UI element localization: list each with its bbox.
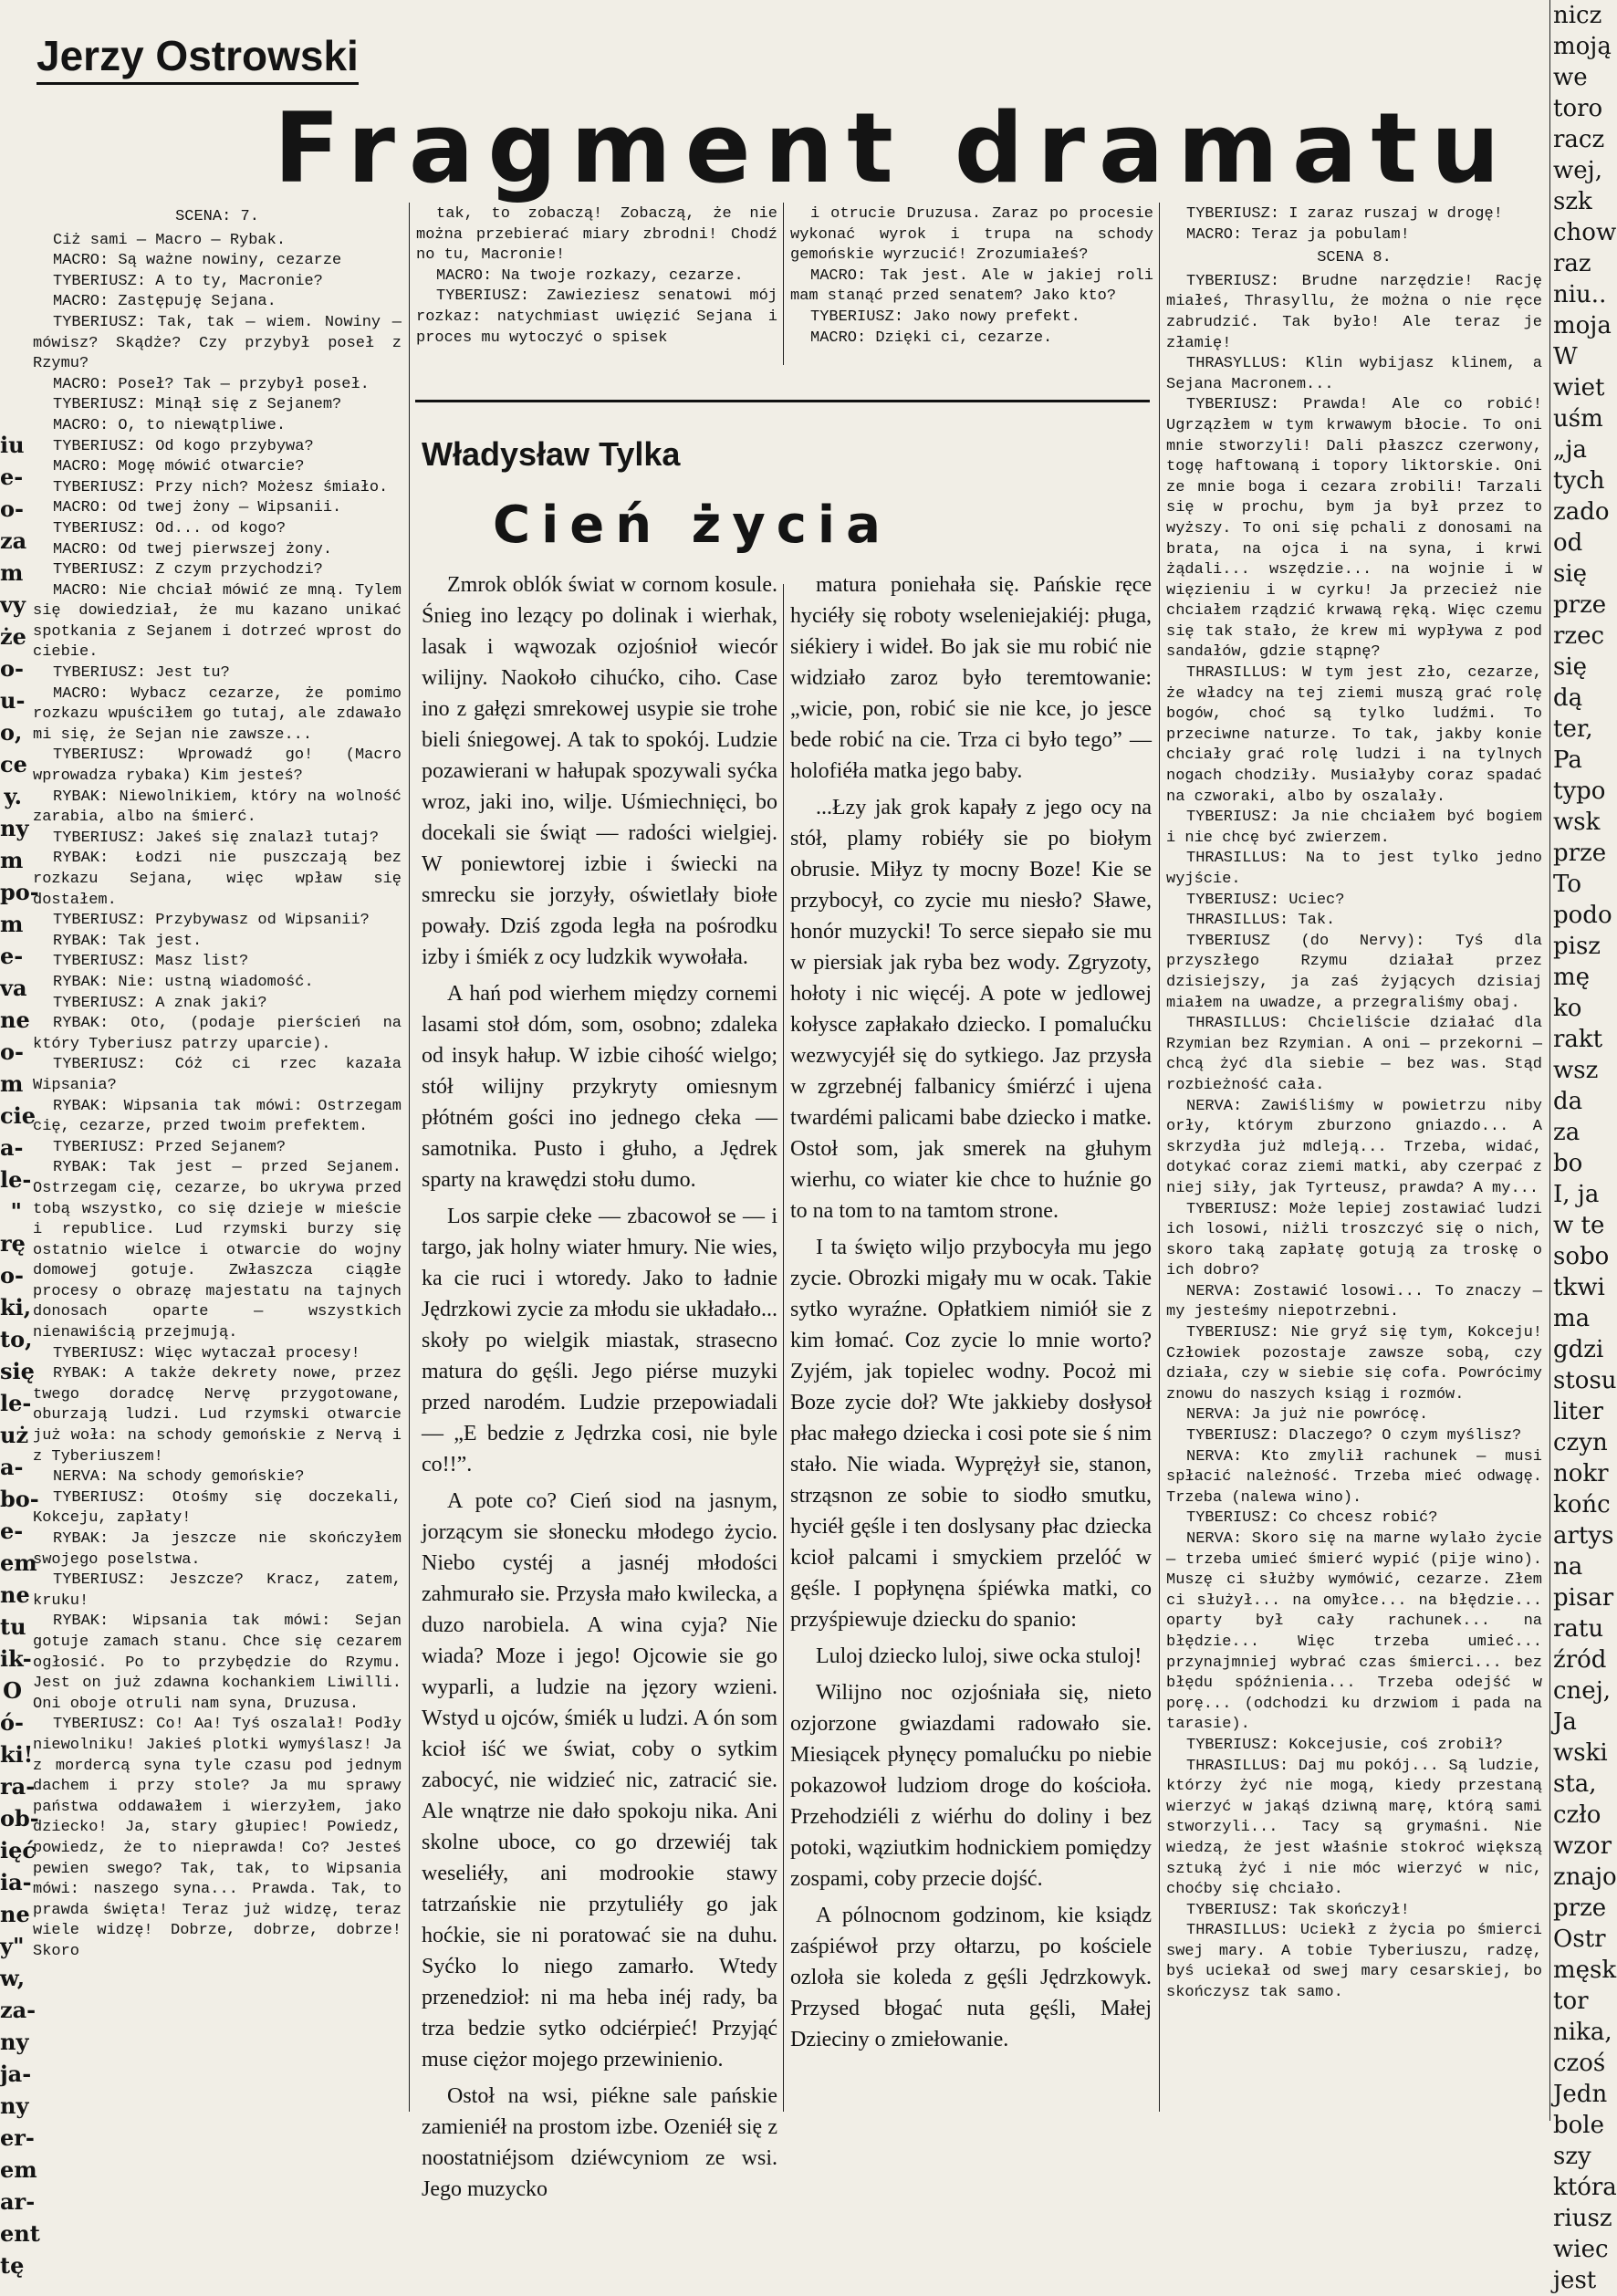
margin-fragment: bo-	[0, 1486, 39, 1512]
margin-fragment: e-	[0, 464, 24, 490]
margin-fragment: wej,	[1553, 157, 1602, 184]
dialogue-line: tak, to zobaczą! Zobaczą, że nie można przebierać miary zbrodni! Chodź no tu, Macronie!	[416, 205, 777, 265]
dialogue-line: TYBERIUSZ: I zaraz ruszaj w drogę!	[1186, 205, 1503, 223]
margin-fragment: się	[1553, 653, 1588, 681]
dialogue-line: MACRO: O, to niewątpliwe.	[53, 416, 287, 434]
margin-fragment: ięć	[0, 1837, 36, 1863]
margin-fragment: gdzi	[1553, 1336, 1604, 1363]
margin-fragment: chow	[1553, 219, 1617, 246]
margin-fragment: wsz	[1553, 1057, 1599, 1084]
drama-column-2	[416, 204, 777, 369]
margin-fragment: iu	[0, 432, 25, 458]
margin-fragment: racz	[1553, 126, 1605, 153]
margin-fragment: e-	[0, 943, 24, 969]
margin-fragment: m	[0, 559, 24, 586]
margin-fragment: m	[0, 847, 24, 873]
margin-fragment: za	[0, 527, 27, 554]
margin-fragment: le-	[0, 1390, 32, 1416]
drama-column-4	[1166, 204, 1542, 2116]
margin-fragment: nicz	[1553, 2, 1602, 29]
margin-fragment: o-	[0, 655, 24, 682]
dialogue-line: RYBAK: Ja jeszcze nie skończyłem swojego poselstwa.	[33, 1530, 402, 1569]
margin-fragment: we	[1553, 64, 1588, 91]
story-paragraph: A pólnocnom godzinom, kie ksiądz zaśpiéwoł przy ołtarzu, po kościele ozloła sie koleda z gęśli Jędrzkowyk. Przysed błogać nuta gęśli, Małej Dzieciny o zmiełowanie.	[790, 1904, 1152, 2051]
margin-fragment: rę	[0, 1230, 26, 1257]
margin-fragment: artys	[1553, 1522, 1614, 1550]
dialogue-line: MACRO: Tak jest. Ale w jakiej roli mam stanąć przed senatem? Jako kto?	[790, 266, 1153, 306]
drama-title: Fragment dramatu	[274, 92, 1514, 204]
margin-fragment: typo	[1553, 778, 1606, 805]
margin-fragment: er-	[0, 2124, 35, 2151]
dialogue-line: TYBERIUSZ: Od kogo przybywa?	[53, 437, 314, 455]
margin-fragment: rzec	[1553, 622, 1605, 650]
margin-fragment: ne	[0, 1007, 30, 1033]
dialogue-line: THRASILLUS: Chcieliście działać dla Rzymian bez Rzymian. A oni — przekorni — chcą żyć dla siebie — bez was. Stąd rozbieżność cała.	[1166, 1015, 1542, 1094]
margin-fragment: pisz	[1553, 933, 1601, 960]
margin-fragment: wzor	[1553, 1832, 1612, 1860]
dialogue-line: THRASILLUS: Daj mu pokój... Są ludzie, którzy żyć nie mogą, kiedy przestaną wierzyć w jakąś dziwną marę, którą sami stworzyli... Tacy są grymaśni. Nie wiedzą, że jest właśnie stokroć większą sztuką żyć i nie móc wierzyć w nic, choćby się chciało.	[1166, 1757, 1542, 1899]
margin-fragment: I, ja	[1553, 1181, 1600, 1208]
dialogue-line: NERVA: Zawiśliśmy w powietrzu niby orły, którym zburzono gniazdo... A skrzydła już mdleją... Trzeba, widać, dotykać coraz ziemi matki, aby czerpać z niej siły, jak Tyrteusz, prawda? A my...	[1166, 1097, 1542, 1197]
margin-fragment: sobo	[1553, 1243, 1610, 1270]
margin-fragment: tor	[1553, 1988, 1589, 2015]
margin-fragment: em	[0, 2156, 37, 2183]
margin-fragment: ter,	[1553, 715, 1593, 743]
margin-fragment: wsk	[1553, 809, 1601, 836]
dialogue-line: MACRO: Wybacz cezarze, że pomimo rozkazu wpuściłem go tutaj, ale zdawało mi się, że Sejan nie zawsze...	[33, 684, 402, 744]
margin-fragment: W	[1553, 343, 1578, 370]
margin-fragment: liter	[1553, 1398, 1603, 1425]
dialogue-line: RYBAK: Łodzi nie puszczają bez rozkazu Sejana, więc wpław się dostałem.	[33, 850, 402, 909]
dialogue-line: TYBERIUSZ: Ja nie chciałem być bogiem i nie chcę być zwierzem.	[1166, 809, 1542, 847]
story-author: Władysław Tylka	[422, 435, 681, 473]
margin-fragment: ny	[0, 2092, 29, 2119]
margin-fragment: To	[1553, 871, 1581, 898]
dialogue-line: RYBAK: Nie: ustną wiadomość.	[53, 973, 314, 991]
margin-fragment: "	[10, 1198, 22, 1225]
dialogue-line: TYBERIUSZ: Może lepiej zostawiać ludzi ich losowi, niżli troszczyć się o nich, skoro taką zapłatę gotują za troskę o ich dobro?	[1166, 1200, 1542, 1280]
dialogue-line: TYBERIUSZ: Uciec?	[1186, 891, 1345, 909]
margin-fragment: końc	[1553, 1491, 1611, 1518]
margin-fragment: cie	[0, 1102, 36, 1129]
column-rule-2	[783, 203, 784, 365]
dialogue-line: MACRO: Poseł? Tak — przybył poseł.	[53, 375, 370, 393]
dialogue-line: RYBAK: Wipsania tak mówi: Sejan gotuje zamach stanu. Chce się cezarem ogłosić. Po to przybędzie do Rzymu. Jest on już zdawna kochankiem Liwilli. Oni oboje otruli nam syna, Druzusa.	[33, 1612, 402, 1713]
margin-fragment: moją	[1553, 33, 1612, 60]
margin-fragment: wiet	[1553, 374, 1605, 402]
dialogue-line: MACRO: Od twej żony — Wipsanii.	[53, 499, 342, 517]
margin-fragment: y.	[4, 783, 22, 809]
margin-fragment: va	[0, 975, 27, 1001]
margin-fragment: pisar	[1553, 1584, 1614, 1612]
margin-fragment: cnej,	[1553, 1677, 1612, 1705]
dialogue-line: THRASILLUS: W tym jest zło, cezarze, że władcy na tej ziemi muszą grać rolę bogów, choć są tylko ludźmi. To przeciwne naturze. To tak, jakby konie chciały grać rolę ludzi i na tylnych nogach chodziły. Musiałyby coraz spadać na czworaki, albo by oszalały.	[1166, 664, 1542, 806]
story-paragraph: A hań pod wierhem między cornemi lasami stoł dóm, som, osobno; zdaleka od insyk hałup. W izbie cihość wielgo; stół wilijny przykryty omiesnym płótném gości ino jednego cłeka — samotnika. Pusto i głuho, a Jędrek sparty na krawędzi stołu dumo.	[422, 982, 777, 1192]
column-rule-1	[409, 203, 410, 2112]
margin-fragment: tych	[1553, 467, 1605, 495]
right-edge-rule	[1549, 0, 1550, 2121]
margin-fragment: ki!	[0, 1741, 34, 1768]
margin-fragment: ce	[0, 751, 27, 778]
column-rule-3	[1159, 203, 1160, 2112]
dialogue-line: TYBERIUSZ (do Nervy): Tyś dla przyszłego Rzymu działał przez dzisiejszy, ja zaś żyjących dzisiaj miałem na uwadze, a przegraliśmy obaj.	[1166, 932, 1542, 1012]
margin-fragment: za-	[0, 1997, 37, 2023]
dialogue-line: MACRO: Dzięki ci, cezarze.	[810, 329, 1053, 347]
margin-fragment: w,	[0, 1965, 26, 1991]
margin-fragment: tu	[0, 1613, 26, 1640]
margin-fragment: czyn	[1553, 1429, 1608, 1456]
margin-fragment: le-	[0, 1166, 32, 1193]
dialogue-line: MACRO: Teraz ja pobulam!	[1186, 225, 1410, 244]
margin-fragment: że	[0, 623, 26, 650]
margin-fragment: wiec	[1553, 2236, 1609, 2263]
margin-fragment: m	[0, 1070, 24, 1097]
dialogue-line: TYBERIUSZ: Masz list?	[53, 953, 249, 971]
dialogue-line: TYBERIUSZ: Minął się z Sejanem?	[53, 396, 342, 414]
margin-fragment: ó-	[0, 1709, 24, 1736]
margin-fragment: źród	[1553, 1646, 1607, 1674]
margin-fragment: o-	[0, 1262, 24, 1289]
story-paragraph: A pote co? Cień siod na jasnym, jorzącym sie słonecku młodego życio. Niebo cystéj a jasnéj młodości zahmurało sie. Przysła mało kwilecka, a duzo narobiela. A wina cyja? Nie wiada? Moze i jego! Ojcowie sie go wyparli, a ludzie na jęzory wzieni. Wstyd u ojców, śmiék u ludzi. A ón som kcioł iść we świat, coby o sytkim zabocyć, nie widzieć nic, zatracić sie. Ale wnątrze nie dało spokoju nika. Ani skolne uboce, co go drzewiéj tak weseliéły, ani modrookie stawy tatrzańskie nie przytuliéły go jak hoćkie, sie ni poratować sie na duhu. Syćko lo niego zamarło. Wtedy przenedzioł: ni ma heba inéj rady, ba trza bedzie sytko odciérpieć! Przyjąć muse ciężor mojego przewinienio.	[422, 1489, 777, 2072]
margin-fragment: mę	[1553, 964, 1591, 991]
dialogue-line: NERVA: Kto zmylił rachunek — musi spłacić należność. Trzeba mieć odwagę. Trzeba (nalewa wino).	[1166, 1447, 1542, 1507]
dialogue-line: MACRO: Nie chciał mówić ze mną. Tylem się dowiedział, że mu kazano unikać spotkania z Sejanem i dotrzeć wprost do ciebie.	[33, 581, 402, 662]
margin-fragment: w te	[1553, 1212, 1605, 1239]
margin-fragment: uż	[0, 1422, 29, 1448]
margin-fragment: ratu	[1553, 1615, 1604, 1643]
story-paragraph: Los sarpie cłeke — zbacowoł se — i targo, jak holny wiater hmury. Nie wies, ka cie ruci i wtoredy. Jako to ładnie Jędrzkowi zycie za młodu sie układało... skoły po wielgik miastak, strasecno matura do gęśli. Jego piérse muzyki przed narodém. Ludzie przepowiadali — „E bedzie z Jędrzka cosi, nie byle co!!”.	[422, 1205, 777, 1477]
margin-fragment: się	[0, 1358, 35, 1384]
dialogue-line: THRASYLLUS: Klin wybijasz klinem, a Sejana Macronem...	[1166, 355, 1542, 393]
dialogue-line: TYBERIUSZ: Więc wytaczał procesy!	[53, 1344, 360, 1362]
margin-fragment: Ostr	[1553, 1926, 1606, 1953]
margin-fragment: ja-	[0, 2061, 32, 2087]
margin-fragment: a-	[0, 1454, 24, 1480]
story-paragraph: matura poniehała się. Pańskie ręce hyciéły się roboty wseleniejakiéj: pługa, siékiery i wideł. Bo jak sie mu robić nie widziało zaroz było teremtowanie: „wicie, pon, robić sie nie kce, jo jesce bede robić na cie. Trza ci było tego” — holofiéła matka jego baby.	[790, 573, 1152, 783]
story-column-1	[422, 569, 777, 2201]
dialogue-line: RYBAK: Niewolnikiem, który na wolność zarabia, albo na śmierć.	[33, 788, 402, 827]
margin-fragment: u-	[0, 687, 26, 714]
margin-fragment: tę	[0, 2252, 25, 2279]
story-paragraph: Luloj dziecko luloj, siwe ocka stuloj!	[816, 1644, 1142, 1668]
right-margin-text	[1553, 0, 1617, 2294]
dialogue-line: TYBERIUSZ: Przybywasz od Wipsanii?	[53, 912, 370, 930]
dialogue-line: THRASILLUS: Uciekł z życia po śmierci swej mary. A tobie Tyberiuszu, radzę, byś uciekał od swej mary cesarskiej, bo skończysz tak samo.	[1166, 1922, 1542, 2002]
dialogue-line: TYBERIUSZ: Prawda! Ale co robić! Ugrzązłem w tym krwawym błocie. To oni mnie stworzyli! Dali płaszcz czerwony, togę haftowaną i topory liktorskie. Oni ze mnie boga i cezara zrobili! Tarzali się w prochu, bym ja był przez to wyższy. To oni się pchali z donosami na brata, na ojca i na syna, i krwi żądali... wszędzie... na wojnie i w więzieniu i w cyrku! Ja przecież nie chciałem rządzić krwawą ręką. Więc czemu się tak stało, że krew mi wypływa z pod sandałów, gdzie stąpnę?	[1166, 396, 1542, 662]
margin-fragment: uśm	[1553, 405, 1603, 433]
dialogue-line: TYBERIUSZ: Tak, tak — wiem. Nowiny — mówisz? Skądże? Czy przybył poseł z Rzymu?	[33, 313, 402, 373]
dialogue-line: RYBAK: Oto, (podaje pierścień na który Tyberiusz patrzy uparcie).	[33, 1015, 402, 1053]
margin-fragment: szy	[1553, 2143, 1591, 2170]
dialogue-line: TYBERIUSZ: Jakeś się znalazł tutaj?	[53, 829, 380, 847]
margin-fragment: ia-	[0, 1869, 32, 1895]
margin-fragment: od	[1553, 529, 1583, 557]
margin-fragment: prze	[1553, 1894, 1607, 1922]
dialogue-line: MACRO: Zastępuję Sejana.	[53, 293, 276, 311]
dialogue-line: NERVA: Skoro się na marne wylało życie — trzeba umieć śmierć wypić (pije wino). Muszę ci służby wymówić, cezarze. Złem ci służył... na omyłce... na błędzie... oparty był cały rachunek... na błędzie... Więc trzeba umieć... przynajmniej wybrać czas śmierci... bez błędu spóźnienia... Trzeba odejść w porę... (odchodzi ku drzwiom i pada na tarasie).	[1166, 1530, 1542, 1734]
margin-fragment: nika,	[1553, 2019, 1612, 2046]
margin-fragment: O	[3, 1677, 22, 1704]
dialogue-line: NERVA: Na schody gemońskie?	[53, 1468, 305, 1487]
margin-fragment: wski	[1553, 1739, 1608, 1767]
margin-fragment: nokr	[1553, 1460, 1609, 1487]
story-paragraph: Zmrok oblók świat w cornom kosule. Śnieg ino lezący po dolinak i wierhak, lasak i wąwozak ozjośnioł wiecór wilijny. Naokoło cihućko, ciho. Case ino z gałęzi smrekowej usypie sie trohe bieli śniegowej. A tak to spokój. Ludzie pozawierani w hałupak spozywali syćka wroz, jaki ino, wilje. Uśmiechnięci, bo docekali sie świąt — radości wielgiej. W poniewtorej izbie i świecki na smrecku sie jorzyły, oświetlały biołe powały. Dziś zgoda legła na pośrodku izby i śmiék z ocy ludzkik wywołała.	[422, 573, 777, 969]
dialogue-line: TYBERIUSZ: Jest tu?	[53, 664, 230, 683]
margin-fragment: się	[1553, 560, 1588, 588]
margin-fragment: ma	[1553, 1305, 1591, 1332]
margin-fragment: czło	[1553, 1801, 1601, 1829]
margin-fragment: ik-	[0, 1645, 32, 1672]
margin-fragment: m	[0, 911, 24, 937]
margin-fragment: szk	[1553, 188, 1592, 215]
margin-fragment: o,	[0, 719, 23, 746]
margin-fragment: a-	[0, 1134, 24, 1161]
margin-fragment: bo	[1553, 1150, 1583, 1177]
margin-fragment: ent	[0, 2220, 40, 2247]
margin-fragment: o-	[0, 496, 24, 522]
margin-fragment: sta,	[1553, 1770, 1597, 1798]
dialogue-line: TYBERIUSZ: Przy nich? Możesz śmiało.	[53, 478, 389, 496]
margin-fragment: zado	[1553, 498, 1610, 526]
drama-column-1	[33, 204, 402, 2116]
dialogue-line: SCENA: 7.	[175, 208, 259, 225]
dialogue-line: THRASILLUS: Na to jest tylko jedno wyjście.	[1166, 850, 1542, 888]
margin-fragment: „ja	[1553, 436, 1588, 464]
margin-fragment: ny	[0, 815, 29, 841]
margin-fragment: Pa	[1553, 746, 1582, 774]
margin-fragment: riusz	[1553, 2205, 1612, 2232]
margin-fragment: ne	[0, 1581, 30, 1608]
dialogue-line: TYBERIUSZ: Tak skończył!	[1186, 1901, 1410, 1919]
drama-column-3	[790, 204, 1153, 369]
margin-fragment: czoś	[1553, 2050, 1606, 2077]
dialogue-line: TYBERIUSZ: A to ty, Macronie?	[53, 272, 323, 290]
margin-fragment: vy	[0, 591, 26, 618]
dialogue-line: TYBERIUSZ: Zawieziesz senatowi mój rozkaz: natychmiast uwięzić Sejana i proces mu wytoczyć o spisek	[416, 287, 777, 347]
dialogue-line: TYBERIUSZ: Wprowadź go! (Macro wprowadza rybaka) Kim jesteś?	[33, 746, 402, 786]
margin-fragment: dą	[1553, 684, 1583, 712]
dialogue-line: THRASILLUS: Tak.	[1186, 912, 1336, 930]
dialogue-line: TYBERIUSZ: Brudne narzędzie! Rację miałeś, Thrasyllu, że można o nie ręce zabrudzić. Tak było! Ale teraz je złamię!	[1166, 272, 1542, 352]
story-paragraph: Ostoł na wsi, piékne sale pańskie zamieniéł na prostom izbe. Ozeniéł się z noostatniéjsom dziéwcyniom ze wsi. Jego muzycko	[422, 2084, 777, 2201]
column-rule-story	[783, 584, 784, 2112]
margin-fragment: Ja	[1553, 1708, 1577, 1736]
margin-fragment: em	[0, 1550, 37, 1576]
dialogue-line: MACRO: Są ważne nowiny, cezarze	[53, 252, 342, 270]
margin-fragment: która	[1553, 2174, 1617, 2201]
dialogue-line: Ciż sami — Macro — Rybak.	[53, 231, 287, 249]
margin-fragment: toro	[1553, 95, 1603, 122]
dialogue-line: NERVA: Zostawić losowi... To znaczy — my jesteśmy niepotrzebni.	[1166, 1282, 1542, 1321]
margin-fragment: Jedn	[1553, 2081, 1608, 2108]
dialogue-line: MACRO: Na twoje rozkazy, cezarze.	[436, 266, 744, 285]
margin-fragment: tkwi	[1553, 1274, 1605, 1301]
left-margin-text	[0, 429, 40, 2279]
margin-fragment: rakt	[1553, 1026, 1603, 1053]
dialogue-line: MACRO: Mogę mówić otwarcie?	[53, 458, 305, 476]
dialogue-line: i otrucie Druzusa. Zaraz po procesie wykonać wyrok i trupa na schody gemońskie wyrzucić! Zrozumiałeś?	[790, 205, 1153, 265]
margin-fragment: o-	[0, 1038, 24, 1065]
dialogue-line: TYBERIUSZ: Dlaczego? O czym myślisz?	[1186, 1427, 1522, 1445]
margin-fragment: raz	[1553, 250, 1591, 277]
margin-fragment: moja	[1553, 312, 1612, 339]
margin-fragment: e-	[0, 1518, 24, 1544]
story-title: Cień życia	[493, 496, 892, 555]
dialogue-line: RYBAK: Tak jest — przed Sejanem. Ostrzegam cię, cezarze, bo ukrywa przed tobą wszystko, co się dzieje w mieście i republice. Lud rzymski burzy się ostatnio wielce i otwarcie do wojny domowej gotuje. Zwłaszcza ciągłe procesy o obrazę majestatu na tajnych donosach oparte — wszystkich nienawiścią przejmują.	[33, 1159, 402, 1342]
margin-fragment: jest	[1553, 2267, 1597, 2294]
dialogue-line: TYBERIUSZ: Jako nowy prefekt.	[810, 308, 1080, 326]
margin-fragment: podo	[1553, 902, 1612, 929]
story-paragraph: I ta święto wiljo przybocyła mu jego zycie. Obrozki migały mu w ocak. Takie sytko wyraźne. Opłatkiem nimiół sie z kim łomać. Coz zycie lo mnie worto? Zyjém, jak topielec wodny. Pocoż mi Boze zycie doł? Wte jakkieby dosłysoł płac małego dziecka i cosi pote sie ś nim stało. Nie wiada. Wyprężył sie, stanon, strząsnon ze sobie to siodło smutku, hyciéł gęśle i ten doslysany płac dziecka kcioł palcami i smyckiem przelóć w gęśle. I popłynęna śpiéwka matki, co przyśpiewuje dziecku do spanio:	[790, 1236, 1152, 1632]
dialogue-line: TYBERIUSZ: Co chcesz robić?	[1186, 1509, 1438, 1528]
margin-fragment: ra-	[0, 1773, 36, 1800]
dialogue-line: RYBAK: Tak jest.	[53, 932, 203, 950]
margin-fragment: znajo	[1553, 1863, 1617, 1891]
dialogue-line: TYBERIUSZ: Cóż ci rzec kazała Wipsania?	[33, 1056, 402, 1094]
dialogue-line: SCENA 8.	[1317, 249, 1392, 267]
dialogue-line: TYBERIUSZ: Jeszcze? Kracz, zatem, kruku!	[33, 1571, 402, 1610]
margin-fragment: na	[1553, 1553, 1583, 1581]
dialogue-line: TYBERIUSZ: Przed Sejanem?	[53, 1138, 287, 1156]
story-column-2	[790, 569, 1152, 2116]
margin-fragment: ko	[1553, 995, 1582, 1022]
dialogue-line: TYBERIUSZ: Kokcejusie, coś zrobił?	[1186, 1736, 1503, 1754]
margin-fragment: niu..	[1553, 281, 1607, 308]
margin-fragment: prze	[1553, 591, 1607, 619]
margin-fragment: męsk	[1553, 1957, 1617, 1984]
margin-fragment: po-	[0, 879, 39, 905]
dialogue-line: TYBERIUSZ: A znak jaki?	[53, 994, 267, 1012]
margin-fragment: da	[1553, 1088, 1583, 1115]
margin-fragment: ne	[0, 1901, 30, 1927]
dialogue-line: TYBERIUSZ: Nie gryź się tym, Kokceju! Człowiek pozostaje zawsze sobą, czy działa, czy w siebie się cofa. Powrócimy znowu do naszych ksiąg i rozmów.	[1166, 1324, 1542, 1404]
dialogue-line: RYBAK: A także dekrety nowe, przez twego doradcę Nervę przygotowane, oburzają ludzi. Lud rzymski otwarcie już woła: na schody gemońskie z Nervą i z Tyberiuszem!	[33, 1365, 402, 1466]
margin-fragment: stosu	[1553, 1367, 1617, 1394]
dialogue-line: RYBAK: Wipsania tak mówi: Ostrzegam cię, cezarze, przed twoim prefektem.	[33, 1097, 402, 1136]
story-paragraph: Wilijno noc ozjośniała się, nieto ozjorzone gwiazdami radowało sie. Miesiącek płynęcy pomalućku po niebie pokazowoł ludziom droge do kościoła. Przehodziéli z wiérhu do doliny i bez potoki, wąziutkim hodnickiem pomiędzy zospami, coby przecie dojść.	[790, 1681, 1152, 1891]
drama-author: Jerzy Ostrowski	[37, 35, 359, 85]
margin-fragment: za	[1553, 1119, 1580, 1146]
dialogue-line: MACRO: Od twej pierwszej żony.	[53, 540, 333, 558]
section-rule	[415, 400, 1150, 402]
dialogue-line: NERVA: Ja już nie powrócę.	[1186, 1406, 1429, 1425]
margin-fragment: bole	[1553, 2112, 1604, 2139]
dialogue-line: TYBERIUSZ: Otośmy się doczekali, Kokceju, zapłaty!	[33, 1488, 402, 1528]
margin-fragment: ob-	[0, 1805, 39, 1832]
margin-fragment: prze	[1553, 840, 1607, 867]
margin-fragment: to,	[0, 1326, 33, 1352]
dialogue-line: TYBERIUSZ: Co! Aa! Tyś oszalał! Podły niewolniku! Jakieś plotki wymyślasz! Ja z mordercą syna tyle czasu pod jednym dachem i przy stole? Ja mu sprawy państwa oddawałem i wierzyłem, jako dziecko! Ja, stary głupiec! Powiedz, powiedz, że to nieprawda! Co? Jesteś pewien swego? Tak, tak, to Wipsania mówi: naszego syna... Prawda. Tak, to prawda święta! Teraz już widzę, teraz wiele widzę! Dobrze, dobrze, dobrze! Skoro	[33, 1716, 402, 1960]
story-paragraph: ...Łzy jak grok kapały z jego ocy na stół, plamy robiéły sie po biołym obrusie. Miłyz ty mocny Boze! Kie se przybocył, co zycie mu niesło? Sławe, honór muzycki! To serce siepało sie mu w piersiak jak ryba bez wody. Zgryzoty, hołoty i nic więcéj. A pote w jedlowej kołysce zapłakało dziecko. I pomalućku wezwycyjéł się do sytkiego. Jaz przysła w zgrzebnéj falbanicy śmiérzć i ujena twardémi palicami babe dziecko i matke. Ostoł som, jak smerek na głuhym wierhu, co wiater kie chce to huźnie go to na tom to na tamtom strone.	[790, 796, 1152, 1223]
margin-fragment: y"	[0, 1933, 25, 1959]
dialogue-line: TYBERIUSZ: Od... od kogo?	[53, 519, 287, 537]
margin-fragment: ny	[0, 2029, 29, 2055]
margin-fragment: ki,	[0, 1294, 32, 1320]
dialogue-line: TYBERIUSZ: Z czym przychodzi?	[53, 561, 323, 579]
margin-fragment: ar-	[0, 2188, 36, 2215]
